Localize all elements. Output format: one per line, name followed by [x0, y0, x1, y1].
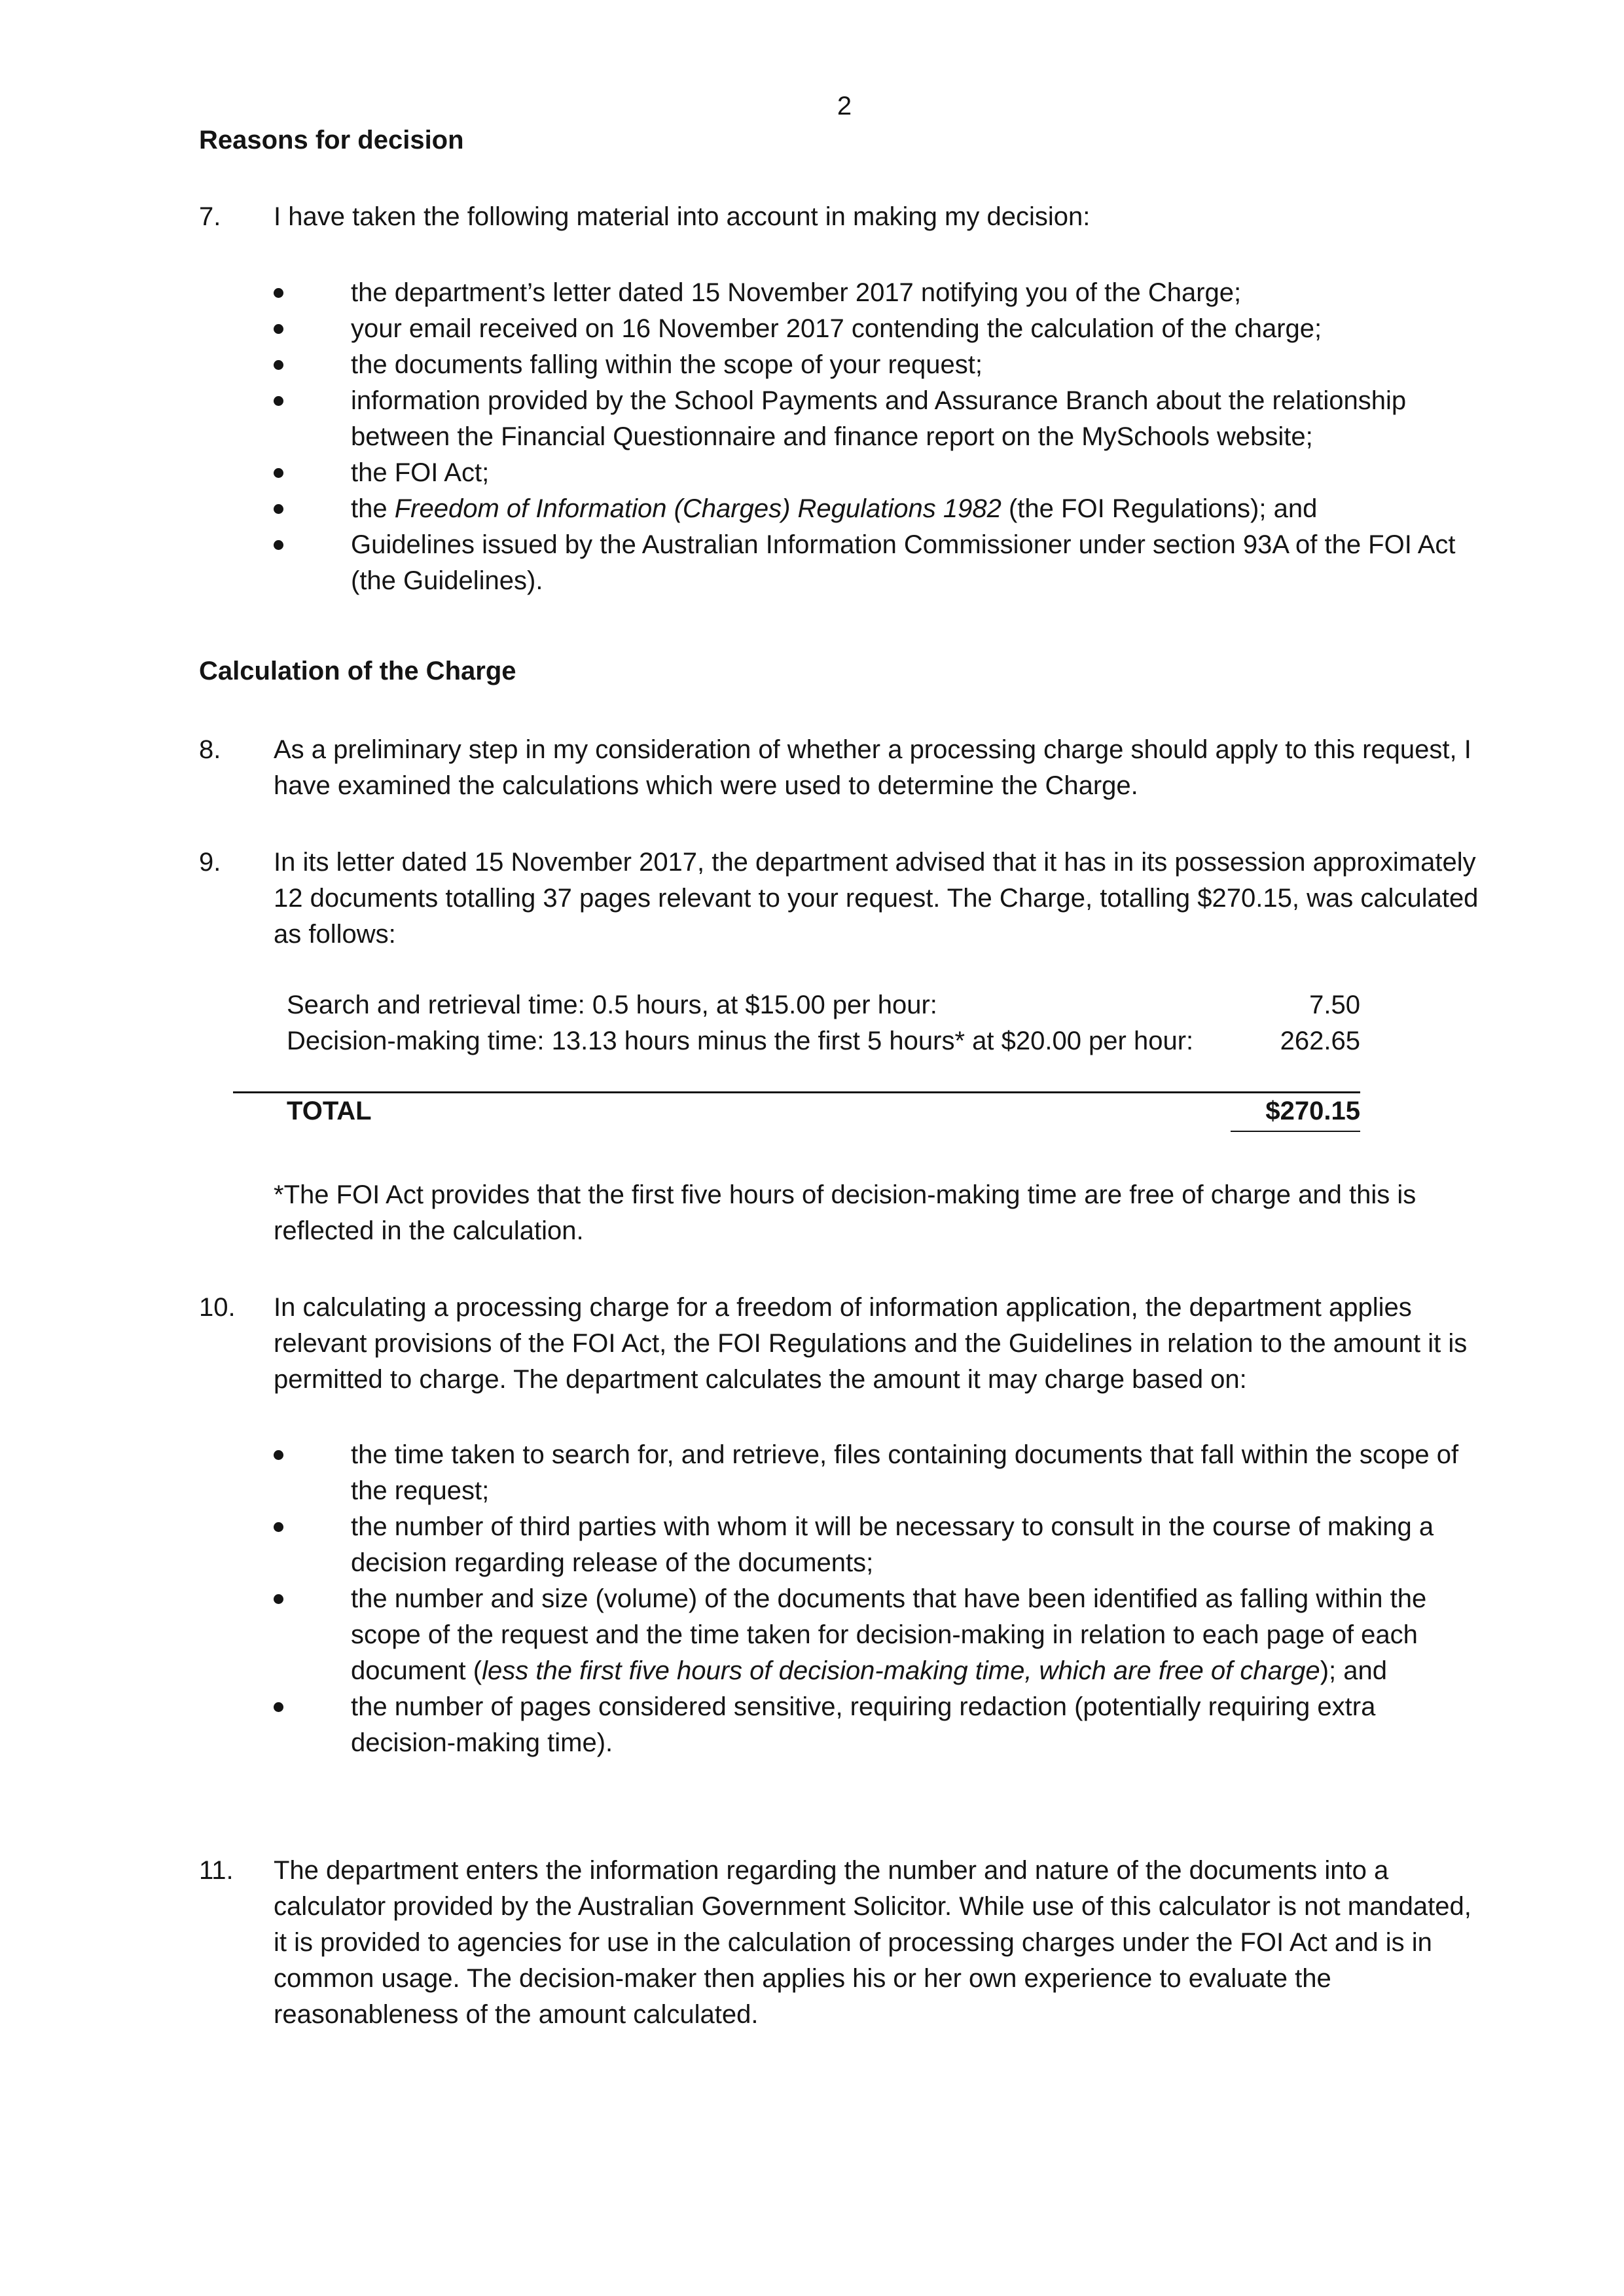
bullet-icon — [274, 540, 283, 550]
para-7-bullet-list — [274, 275, 1485, 599]
para-11-number: 11. — [199, 1856, 234, 1885]
list-item: the number of pages considered sensitive, requiring redaction (potentially requiring extra decision-making time). — [274, 1689, 1485, 1761]
list-item: the number and size (volume) of the documents that have been identified as falling within the scope of the request and the time taken for decision-making in relation to each page of each document (less the first five hours of decision-making time, which are free of charge); and — [274, 1581, 1485, 1689]
table-row — [287, 987, 1360, 1023]
list-item: the FOI Act; — [274, 455, 1485, 491]
list-item: the documents falling within the scope of your request; — [274, 347, 1485, 383]
bullet-icon — [274, 324, 283, 334]
list-item: information provided by the School Payments and Assurance Branch about the relationship between the Financial Questionnaire and finance report on the MySchools website; — [274, 383, 1485, 455]
total-underline — [1231, 1131, 1360, 1132]
bullet-icon — [274, 1450, 283, 1460]
para-10-text: In calculating a processing charge for a freedom of information application, the department applies relevant provisions of the FOI Act, the FOI Regulations and the Guidelines in relation to the amount it is permitted to charge. The department calculates the amount it may charge based on: — [274, 1293, 1468, 1394]
bullet-icon — [274, 1522, 283, 1532]
para-10-bullet-list — [274, 1437, 1485, 1761]
bullet-icon — [274, 360, 283, 370]
total-label: TOTAL — [287, 1097, 372, 1125]
list-item: Guidelines issued by the Australian Information Commissioner under section 93A of the FOI Act (the Guidelines). — [274, 527, 1485, 599]
calc-description: Decision-making time: 13.13 hours minus the first 5 hours* at $20.00 per hour: — [287, 1027, 1194, 1055]
charge-calculation-table — [287, 987, 1360, 1059]
para-7-text: I have taken the following material into account in making my decision: — [274, 202, 1091, 231]
para-11-text: The department enters the information regarding the number and nature of the documents into a calculator provided by the Australian Government Solicitor. While use of this calculator is not mandated, it is provided to agencies for use in the calculation of processing charges under the FOI Act and is in common usage. The decision-maker then applies his or her own experience to evaluate the reasonableness of the amount calculated. — [274, 1856, 1471, 2029]
bullet-icon — [274, 288, 283, 298]
para-8-number: 8. — [199, 735, 221, 764]
bullet-icon — [274, 1594, 283, 1604]
para-10-number: 10. — [199, 1293, 236, 1322]
list-item: the department’s letter dated 15 November 2017 notifying you of the Charge; — [274, 275, 1485, 311]
calculation-footnote: *The FOI Act provides that the first five hours of decision-making time are free of charge and this is reflected in the calculation. — [274, 1180, 1416, 1245]
calc-description: Search and retrieval time: 0.5 hours, at $15.00 per hour: — [287, 991, 937, 1019]
para-8-text: As a preliminary step in my consideration of whether a processing charge should apply to this request, I have examined the calculations which were used to determine the Charge. — [274, 735, 1471, 800]
calculation-heading: Calculation of the Charge — [199, 657, 516, 685]
para-9-number: 9. — [199, 848, 221, 877]
para-7-number: 7. — [199, 202, 221, 231]
calc-amount: 262.65 — [1280, 1027, 1360, 1055]
bullet-icon — [274, 468, 283, 478]
table-row — [287, 1023, 1360, 1059]
total-amount: $270.15 — [1265, 1097, 1360, 1125]
list-item: the number of third parties with whom it will be necessary to consult in the course of making a decision regarding release of the documents; — [274, 1509, 1485, 1581]
list-item: the Freedom of Information (Charges) Regulations 1982 (the FOI Regulations); and — [274, 491, 1485, 527]
reasons-heading: Reasons for decision — [199, 126, 464, 155]
list-item: your email received on 16 November 2017 contending the calculation of the charge; — [274, 311, 1485, 347]
list-item: the time taken to search for, and retrieve, files containing documents that fall within the scope of the request; — [274, 1437, 1485, 1509]
charge-total-row — [287, 1093, 1360, 1129]
page-number: 2 — [837, 92, 852, 120]
bullet-icon — [274, 396, 283, 406]
bullet-icon — [274, 1702, 283, 1712]
para-9-text: In its letter dated 15 November 2017, the department advised that it has in its possession approximately 12 documents totalling 37 pages relevant to your request. The Charge, totalling $270.15, was calculated as follows: — [274, 848, 1479, 949]
bullet-icon — [274, 504, 283, 514]
calc-amount: 7.50 — [1309, 991, 1360, 1019]
